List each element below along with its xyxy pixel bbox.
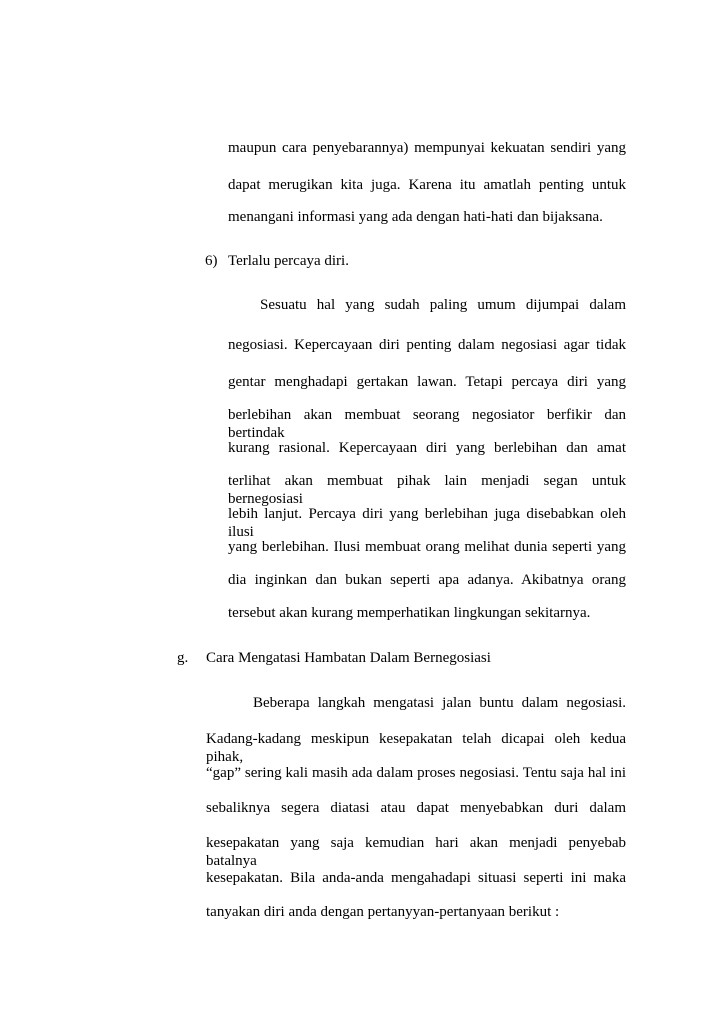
body-text-line: kesepakatan yang saja kemudian hari akan menjadi penyebab batalnya — [206, 835, 626, 869]
list-number: 6) — [205, 253, 218, 269]
body-text-line: terlihat akan membuat pihak lain menjadi segan untuk bernegosiasi — [228, 473, 626, 507]
body-text-line: Beberapa langkah mengatasi jalan buntu dalam negosiasi. — [253, 695, 626, 711]
body-text-line: negosiasi. Kepercayaan diri penting dalam negosiasi agar tidak — [228, 337, 626, 353]
body-text-line: gentar menghadapi gertakan lawan. Tetapi percaya diri yang — [228, 374, 626, 390]
body-text-line: yang berlebihan. Ilusi membuat orang melihat dunia seperti yang — [228, 539, 626, 555]
list-item-title: Terlalu percaya diri. — [228, 253, 349, 269]
body-text-line: dia inginkan dan bukan seperti apa adanya. Akibatnya orang — [228, 572, 626, 588]
body-text-line: tanyakan diri anda dengan pertanyyan-pertanyaan berikut : — [206, 904, 560, 920]
body-text-line: menangani informasi yang ada dengan hati-hati dan bijaksana. — [228, 209, 603, 225]
body-text-line: Kadang-kadang meskipun kesepakatan telah dicapai oleh kedua pihak, — [206, 731, 626, 765]
body-text-line: “gap” sering kali masih ada dalam proses negosiasi. Tentu saja hal ini — [206, 765, 626, 781]
body-text-line: lebih lanjut. Percaya diri yang berlebihan juga disebabkan oleh ilusi — [228, 506, 626, 540]
body-text-line: sebaliknya segera diatasi atau dapat menyebabkan duri dalam — [206, 800, 626, 816]
body-text-line: tersebut akan kurang memperhatikan lingkungan sekitarnya. — [228, 605, 591, 621]
body-text-line: berlebihan akan membuat seorang negosiator berfikir dan bertindak — [228, 407, 626, 441]
section-letter: g. — [177, 650, 189, 666]
body-text-line: kurang rasional. Kepercayaan diri yang berlebihan dan amat — [228, 440, 626, 456]
body-text-line: dapat merugikan kita juga. Karena itu amatlah penting untuk — [228, 177, 626, 193]
body-text-line: Sesuatu hal yang sudah paling umum dijumpai dalam — [260, 297, 626, 313]
body-text-line: maupun cara penyebarannya) mempunyai kekuatan sendiri yang — [228, 140, 626, 156]
body-text-line: kesepakatan. Bila anda-anda mengahadapi situasi seperti ini maka — [206, 870, 626, 886]
section-heading: Cara Mengatasi Hambatan Dalam Bernegosiasi — [206, 650, 491, 666]
